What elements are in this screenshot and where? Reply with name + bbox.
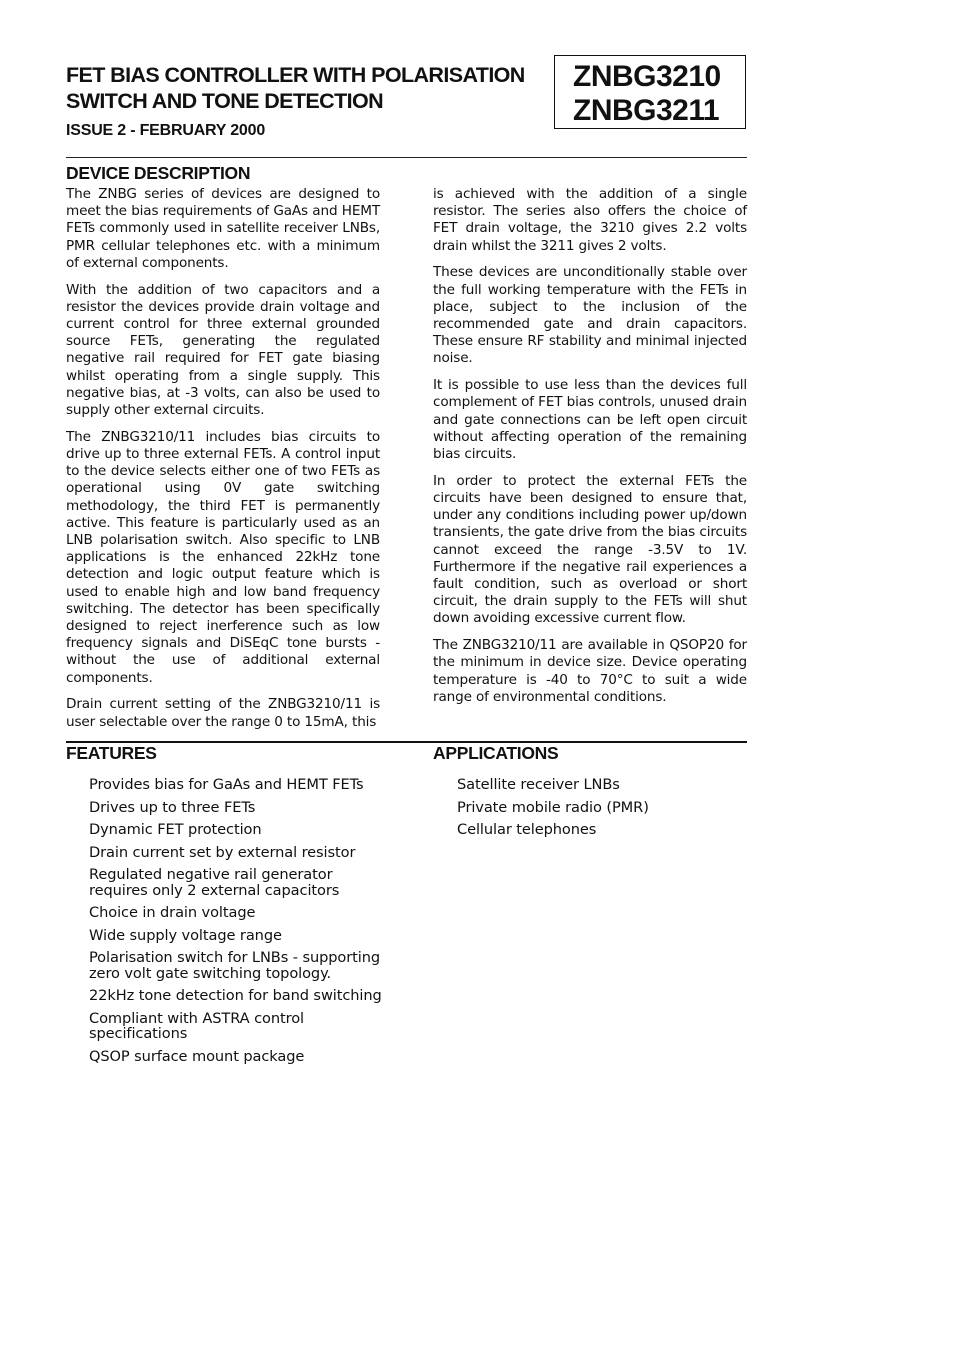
- applications-list: [457, 777, 747, 845]
- feature-item: Provides bias for GaAs and HEMT FETs: [89, 776, 364, 793]
- description-paragraph: Drain current setting of the ZNBG3210/11 is user selectable over the range 0 to 15mA, this: [66, 696, 380, 730]
- part-number-2: ZNBG3211: [573, 94, 720, 127]
- feature-item: Wide supply voltage range: [89, 926, 282, 944]
- issue-date: ISSUE 2 - FEBRUARY 2000: [66, 122, 266, 139]
- section-divider: [66, 741, 747, 743]
- description-paragraph: With the addition of two capacitors and a resistor the devices provide drain voltage and current control for three external grounded source FETs, generating the regulated negative rail required for FET gate biasing whilst operating from a single supply. This negative bias, at -3 volts, can also be used to supply other external circuits.: [66, 281, 380, 419]
- title-line-2: SWITCH AND TONE DETECTION: [66, 89, 384, 113]
- feature-item: QSOP surface mount package: [89, 1047, 305, 1065]
- title-line-1: FET BIAS CONTROLLER WITH POLARISATION: [66, 63, 525, 87]
- description-paragraph: It is possible to use less than the devices full complement of FET bias controls, unused drain and gate connections can be left open circuit without affecting operation of the remaining bias circuits.: [433, 377, 747, 463]
- application-item: Private mobile radio (PMR): [457, 798, 649, 816]
- part-number-1: ZNBG3210: [573, 60, 721, 93]
- description-paragraph: The ZNBG3210/11 includes bias circuits to drive up to three external FETs. A control input to the device selects either one of two FETs as operational using 0V gate switching methodology, the third FET is permanently active. This feature is particularly used as an LNB polarisation switch. Also specific to LNB applications is the enhanced 22kHz tone detection and logic output feature which is used to enable high and low band frequency switching. The detector has been specifically designed to reject inerference such as low frequency signals and DiSEqC tone bursts - without the use of additional external components.: [66, 428, 380, 686]
- part-number-box: [554, 55, 746, 129]
- feature-item: Compliant with ASTRA control specifications: [89, 1009, 304, 1042]
- feature-item: Dynamic FET protection: [89, 821, 262, 839]
- application-item: Satellite receiver LNBs: [457, 776, 620, 793]
- description-left-column: [66, 186, 380, 740]
- feature-item: Regulated negative rail generator requires only 2 external capacitors: [89, 866, 340, 899]
- applications-heading: APPLICATIONS: [433, 743, 559, 763]
- feature-item: Choice in drain voltage: [89, 904, 256, 922]
- description-right-column: [433, 186, 747, 716]
- description-paragraph: These devices are unconditionally stable over the full working temperature with the FETs in place, subject to the inclusion of the recommended gate and drain capacitors. These ensure RF stability and minimal injected noise.: [433, 264, 747, 367]
- feature-item: Drives up to three FETs: [89, 798, 256, 816]
- description-paragraph: In order to protect the external FETs the circuits have been designed to ensure that, under any conditions including power up/down transients, the gate drive from the bias circuits cannot exceed the range -3.5V to 1V. Furthermore if the negative rail experiences a fault condition, such as overload or short circuit, the drain supply to the FETs will shut down avoiding excessive current flow.: [433, 472, 747, 627]
- description-paragraph: The ZNBG series of devices are designed to meet the bias requirements of GaAs and HEMT FETs commonly used in satellite receiver LNBs, PMR cellular telephones etc. with a minimum of external components.: [66, 186, 380, 271]
- features-heading: FEATURES: [66, 743, 157, 763]
- feature-item: Drain current set by external resistor: [89, 843, 356, 861]
- title-block: [66, 62, 546, 140]
- feature-item: Polarisation switch for LNBs - supporting zero volt gate switching topology.: [89, 949, 381, 982]
- application-item: Cellular telephones: [457, 821, 597, 839]
- description-paragraph: is achieved with the addition of a single resistor. The series also offers the choice of FET drain voltage, the 3210 gives 2.2 volts drain whilst the 3211 gives 2 volts.: [433, 186, 747, 254]
- description-paragraph: The ZNBG3210/11 are available in QSOP20 for the minimum in device size. Device operating temperature is -40 to 70°C to suit a wide range of environmental conditions.: [433, 637, 747, 705]
- device-description-heading: DEVICE DESCRIPTION: [66, 163, 251, 183]
- header-divider: [66, 157, 747, 158]
- document-title: [66, 62, 546, 114]
- features-list: [89, 777, 389, 1071]
- feature-item: 22kHz tone detection for band switching: [89, 987, 382, 1005]
